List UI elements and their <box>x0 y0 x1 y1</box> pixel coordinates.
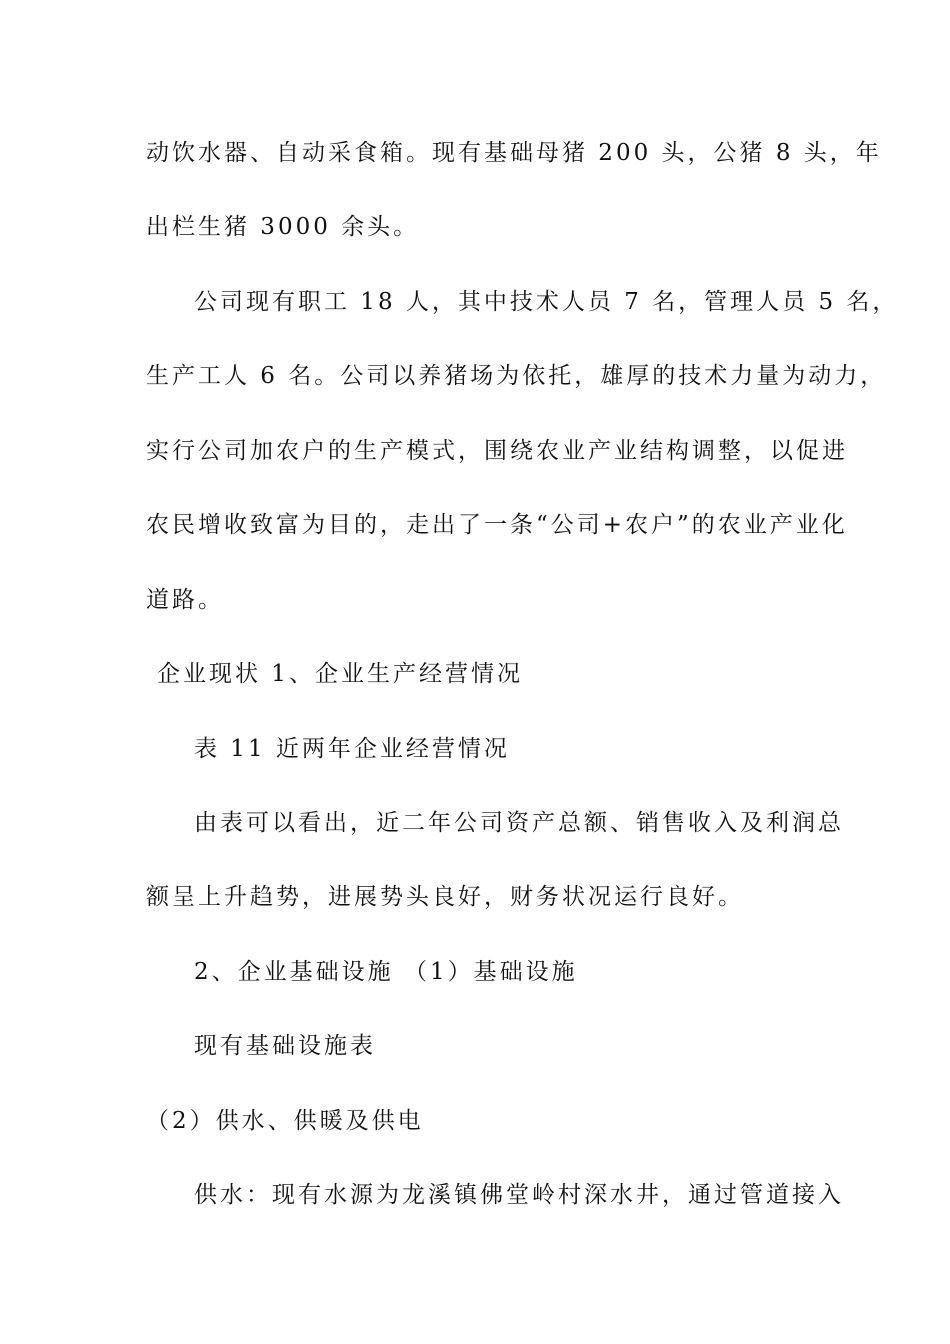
paragraph-line-1: 动饮水器、自动采食箱。现有基础母猪 200 头，公猪 8 头，年 <box>146 140 882 166</box>
paragraph-line-4: 生产工人 6 名。公司以养猪场为依托，雄厚的技术力量为动力， <box>146 363 887 389</box>
section-heading-utilities: （2）供水、供暖及供电 <box>146 1108 424 1134</box>
paragraph-line-3: 公司现有职工 18 人，其中技术人员 7 名，管理人员 5 名， <box>194 289 899 315</box>
paragraph-line-8: 由表可以看出，近二年公司资产总额、销售收入及利润总 <box>194 810 844 836</box>
paragraph-line-2: 出栏生猪 3000 余头。 <box>146 214 420 240</box>
paragraph-line-5: 实行公司加农户的生产模式，围绕农业产业结构调整，以促进 <box>146 438 848 464</box>
section-heading-enterprise-status: 企业现状 1、企业生产经营情况 <box>157 661 523 687</box>
table-caption-operations: 表 11 近两年企业经营情况 <box>194 736 510 762</box>
paragraph-line-10: 供水：现有水源为龙溪镇佛堂岭村深水井，通过管道接入 <box>194 1182 844 1208</box>
section-heading-infrastructure: 2、企业基础设施 （1）基础设施 <box>194 959 578 985</box>
paragraph-line-6: 农民增收致富为目的，走出了一条“公司+农户”的农业产业化 <box>146 512 848 538</box>
table-caption-infrastructure: 现有基础设施表 <box>194 1033 376 1059</box>
paragraph-line-9: 额呈上升趋势，进展势头良好，财务状况运行良好。 <box>146 884 744 910</box>
paragraph-line-7: 道路。 <box>146 587 224 613</box>
